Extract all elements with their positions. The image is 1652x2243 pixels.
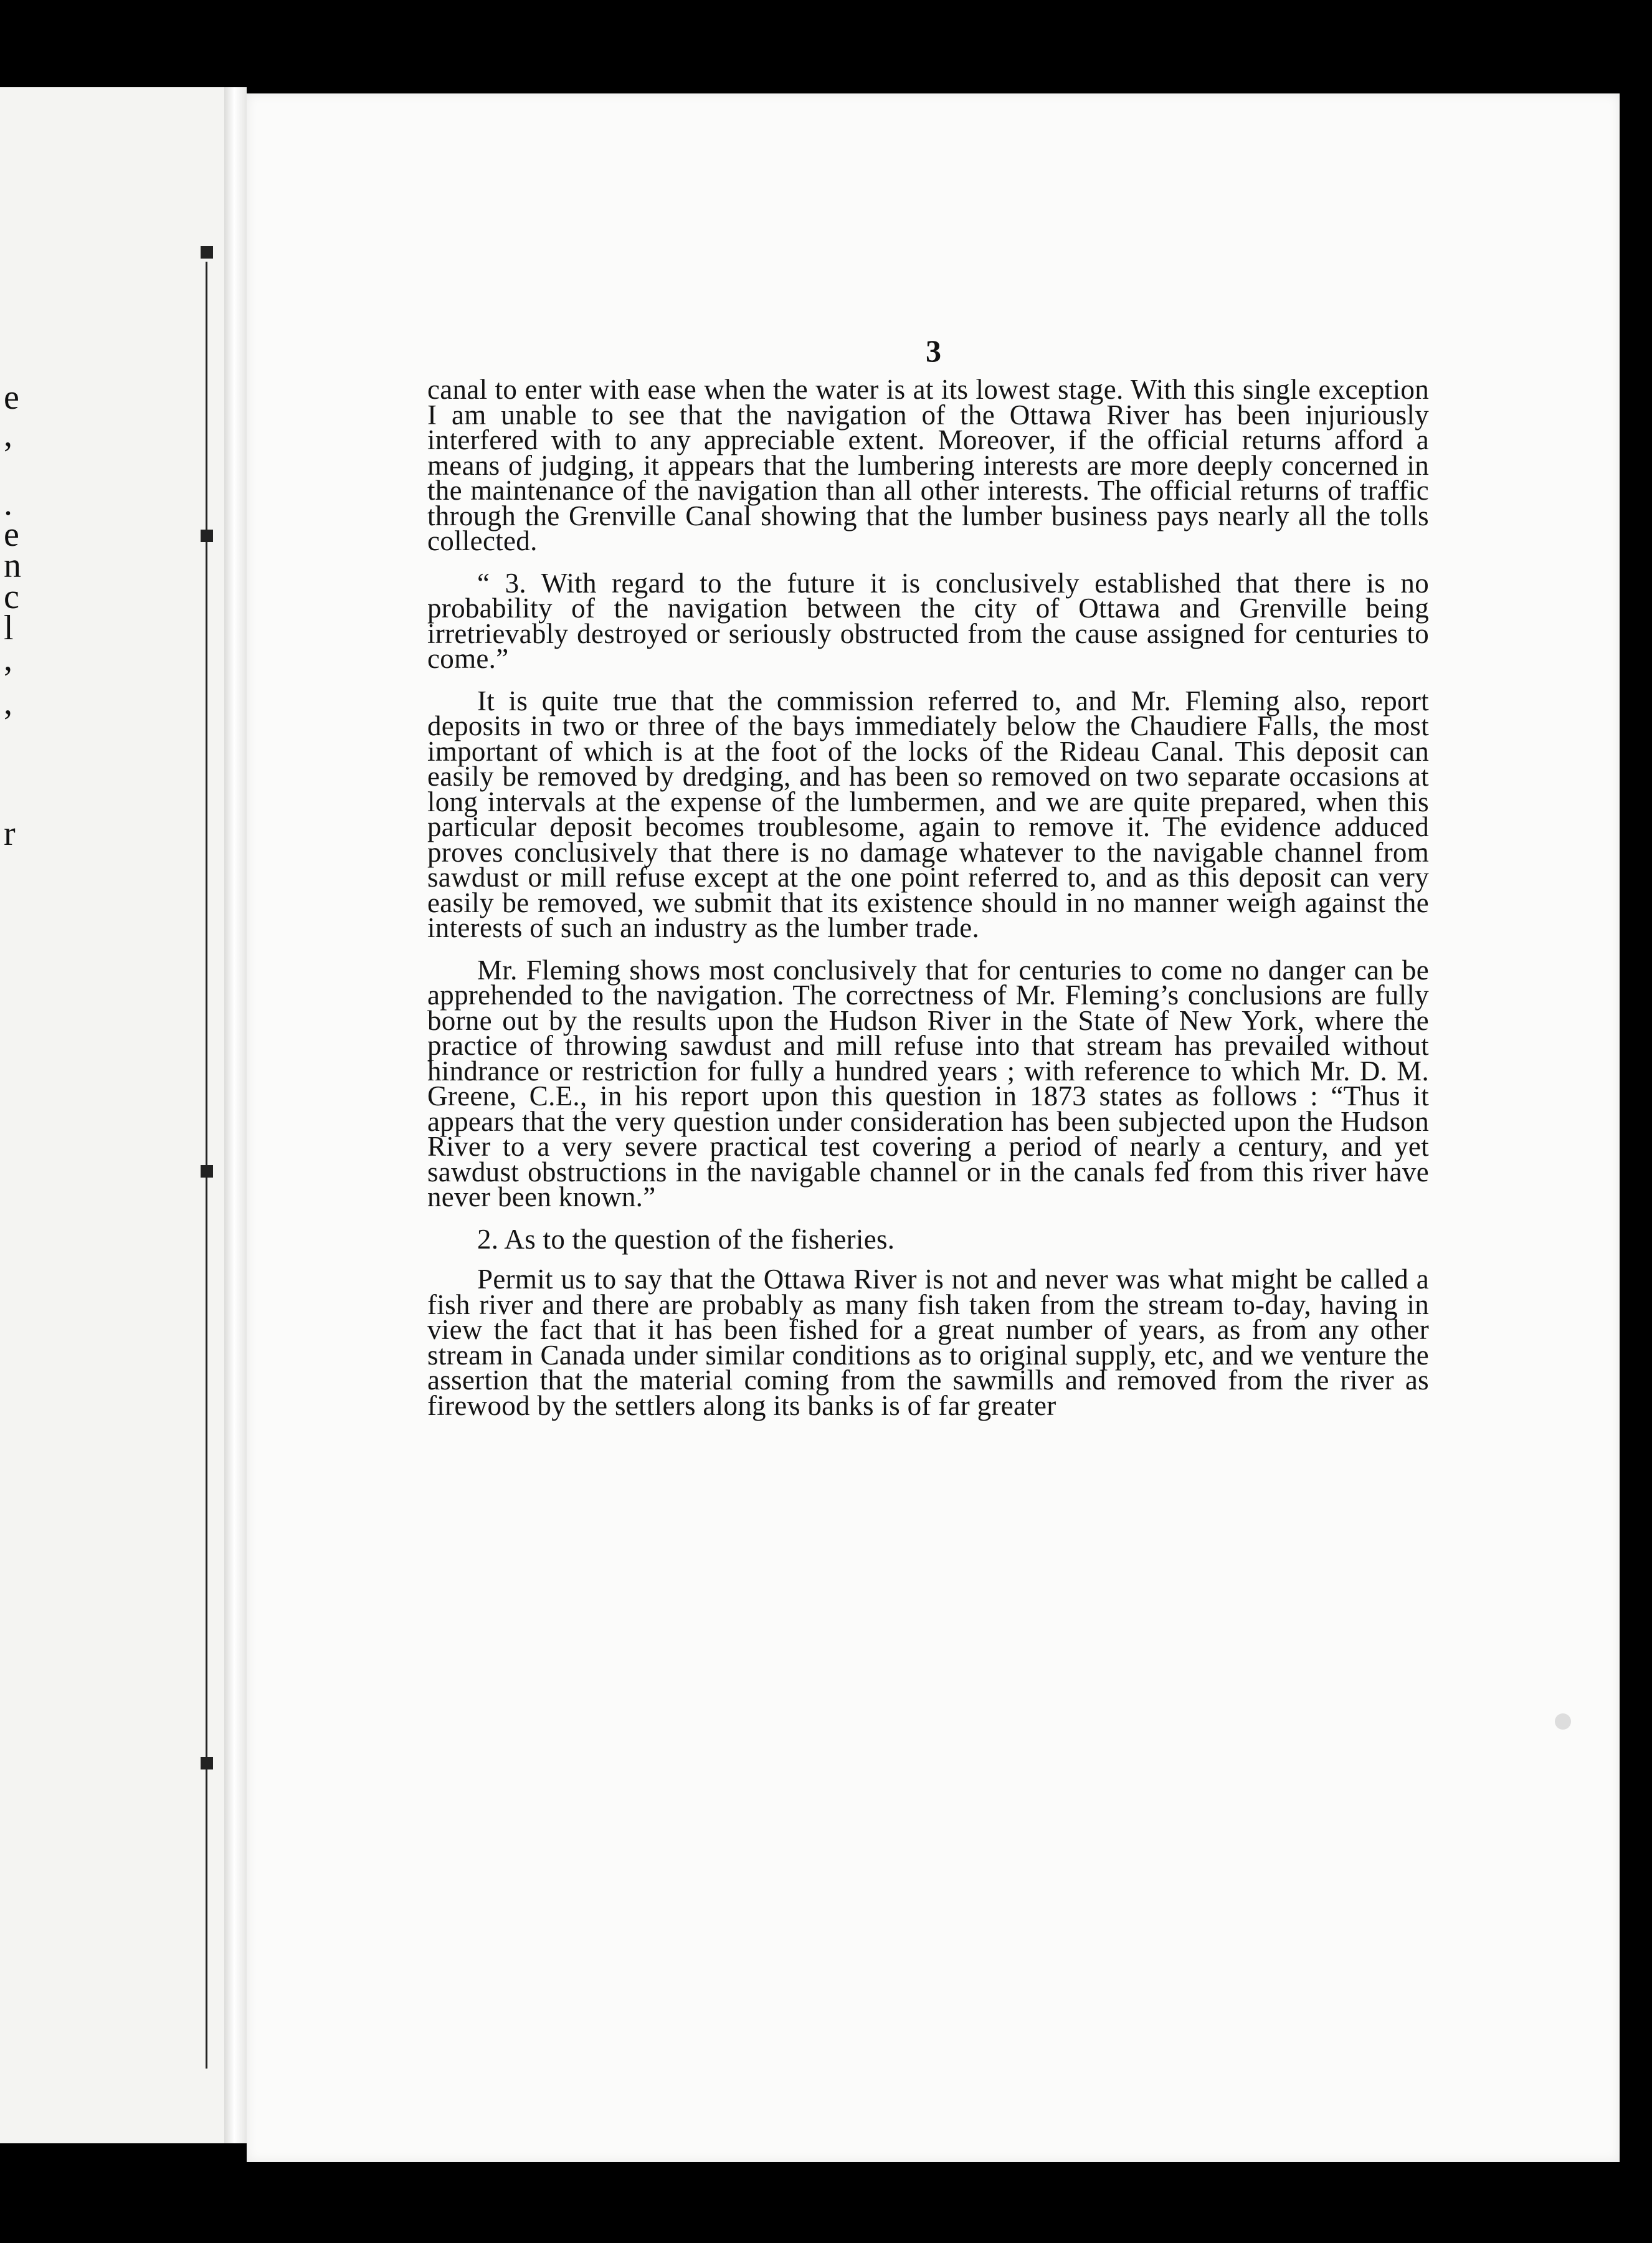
- facing-page-edge-letter: r: [4, 814, 16, 853]
- facing-page-edge-letter: e: [4, 378, 19, 417]
- binding-stitch: [201, 246, 213, 259]
- facing-page: [0, 87, 230, 2143]
- paragraph-quoted-conclusion: “ 3. With regard to the future it is conclusively established that there is no probability of the navigation between the city of Ottawa and Grenville being irretrievably destroyed or seriously obstructed from the cause assigned for centuries to come.”: [427, 567, 1429, 674]
- facing-page-edge-letter: l: [4, 609, 14, 647]
- facing-page-edge-letter: ,: [4, 640, 12, 679]
- binding-stitch: [201, 1757, 213, 1769]
- paragraph-fisheries: Permit us to say that the Ottawa River is not and never was what might be called a fish river and there are probably as many fish taken from the stream to-day, having in view the fact that it has been fished for a great number of years, as from any other stream in Canada under similar conditions as to original supply, etc, and we venture the assertion that the material coming from the sawmills and removed from the river as firewood by the settlers along its banks is of far greater: [427, 1264, 1429, 1421]
- facing-page-edge-letter: c: [4, 578, 19, 616]
- facing-page-edge-letter: ,: [4, 416, 12, 454]
- body-text: [427, 374, 1429, 1435]
- binding-stitch: [201, 530, 213, 542]
- book-gutter: [224, 87, 247, 2143]
- document-page: [247, 93, 1620, 2162]
- facing-page-edge-letter: .: [4, 484, 12, 523]
- section-heading-fisheries: 2. As to the question of the fisheries.: [477, 1223, 895, 1255]
- facing-page-edge-letter: e: [4, 515, 19, 554]
- facing-page-edge-letter: n: [4, 546, 21, 585]
- paper-speck: [1555, 1713, 1571, 1730]
- facing-page-edge-letter: ,: [4, 683, 12, 722]
- page-number: 3: [926, 333, 941, 368]
- binding-stitch: [201, 1165, 213, 1178]
- paragraph-navigation-continued: canal to enter with ease when the water is at its lowest stage. With this single exception I am unable to see that the navigation of the Ottawa River has been injuriously interfered with to any appreciable extent. Moreover, if the official returns afford a means of judging, it appears that the lumbering interests are more deeply concerned in the maintenance of the navigation than all other interests. The official returns of traffic through the Grenville Canal showing that the lumber business pays nearly all the tolls collected.: [427, 374, 1429, 556]
- paragraph-hudson-river: Mr. Fleming shows most conclusively that for centuries to come no danger can be apprehended to the navigation. The correctness of Mr. Fleming’s conclusions are fully borne out by the results upon the Hudson River in the State of New York, where the practice of throwing sawdust and mill refuse into that stream has prevailed without hindrance or restriction for fully a hundred years ; with reference to which Mr. D. M. Greene, C.E., in his report upon this question in 1873 states as follows : “Thus it appears that the very question under consideration has been subjected upon the Hudson River to a very severe practical test covering a period of nearly a century, and yet sawdust obstructions in the navigable channel or in the canals fed from this river have never been known.”: [427, 954, 1429, 1212]
- paragraph-deposits: It is quite true that the commission referred to, and Mr. Fleming also, report deposits in two or three of the bays immediately below the Chaudiere Falls, the most important of which is at the foot of the locks of the Rideau Canal. This deposit can easily be removed by dredging, and has been so removed on two separate occasions at long intervals at the expense of the lumbermen, and we are quite prepared, when this particular deposit becomes troublesome, again to remove it. The evidence adduced proves conclusively that there is no damage whatever to the navigable channel from sawdust or mill refuse except at the one point referred to, and as this deposit can very easily be removed, we submit that its existence should in no manner weigh against the interests of such an industry as the lumber trade.: [427, 685, 1429, 943]
